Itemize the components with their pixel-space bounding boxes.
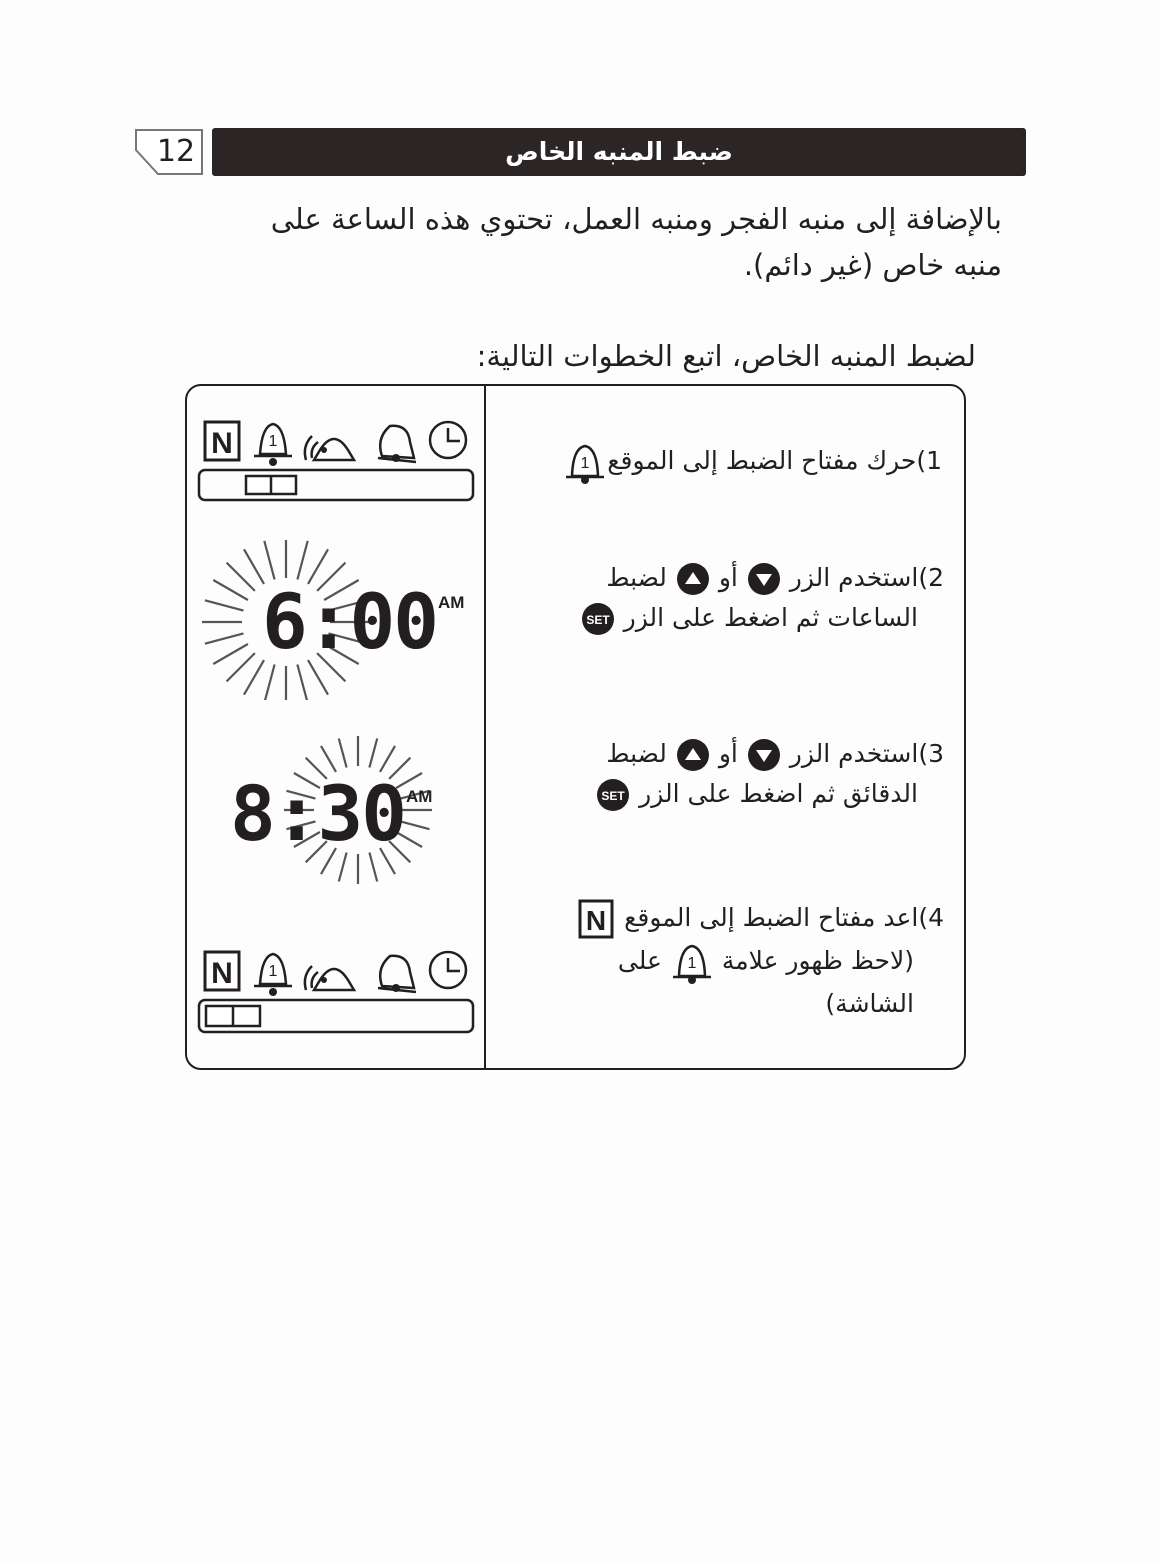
alarm-1-icon (563, 440, 607, 484)
svg-text:1: 1 (687, 955, 697, 972)
lcd-time-text: 8:30 (230, 769, 406, 858)
blink-ray (339, 739, 347, 768)
step-2-line-2: الساعات ثم اضغط على الزر SET (500, 598, 944, 638)
n-mode-icon (205, 952, 239, 990)
step-4-line-3: الشاشة) (825, 989, 914, 1018)
alarm-1-icon (254, 424, 292, 466)
switch-track (199, 470, 473, 500)
fajr-mosque-icon (305, 436, 354, 460)
step-1: 1)حرك مفتاح الضبط إلى الموقع 1 (510, 440, 942, 484)
step-3-line-2: الدقائق ثم اضغط على الزر SET (500, 774, 944, 814)
lcd-ampm: AM (438, 593, 465, 612)
blink-ray (227, 563, 255, 591)
switch-panel-top (196, 410, 478, 504)
switch-panel-bottom (196, 940, 478, 1036)
down-button-icon (746, 737, 782, 773)
blink-ray (369, 739, 377, 768)
intro-paragraph (180, 196, 1002, 288)
blink-ray (205, 600, 244, 610)
set-button-icon (595, 777, 631, 813)
blink-ray (264, 541, 274, 580)
n-mode-icon (576, 898, 616, 940)
alarm-bell-icon (378, 426, 416, 462)
steps-lead: لضبط المنبه الخاص، اتبع الخطوات التالية: (476, 339, 976, 373)
step-4-line-1: 4)اعد مفتاح الضبط إلى الموقع N (500, 898, 944, 940)
set-button-icon (580, 601, 616, 637)
blink-ray (380, 746, 395, 772)
blink-ray (244, 549, 264, 584)
svg-text:N: N (211, 957, 233, 990)
svg-text:1: 1 (268, 963, 278, 980)
svg-text:N: N (211, 427, 233, 460)
step-4-line-2: (لاحظ ظهور علامة 1 على (500, 940, 944, 984)
lcd-ampm: AM (406, 787, 433, 806)
blink-ray (213, 644, 248, 664)
svg-text:N: N (586, 905, 607, 936)
blink-ray (205, 633, 244, 643)
step-3 (500, 734, 944, 814)
blink-ray (264, 665, 274, 701)
down-button-icon (746, 561, 782, 597)
blink-ray (297, 541, 307, 580)
blink-ray (321, 746, 336, 772)
blink-ray (297, 665, 307, 701)
lcd-time-text: 6:00 (262, 577, 438, 666)
section-title: ضبط المنبه الخاص (212, 128, 1026, 176)
intro-line-2: منبه خاص (غير دائم). (743, 248, 1002, 282)
fajr-mosque-icon (305, 966, 354, 990)
step-2-line-1: 2)استخدم الزر أو لضبط (500, 558, 944, 598)
up-button-icon (675, 561, 711, 597)
up-button-icon (675, 737, 711, 773)
intro-line-1: بالإضافة إلى منبه الفجر ومنبه العمل، تحتوي هذه الساعة على (270, 202, 1002, 236)
svg-text:1: 1 (580, 455, 590, 472)
svg-text:SET: SET (586, 613, 610, 627)
table-divider (484, 386, 486, 1070)
svg-text:SET: SET (601, 789, 625, 803)
lcd-hours-display (196, 540, 480, 700)
lcd-minutes-display (196, 734, 480, 894)
clock-icon (430, 422, 466, 458)
page-number-tab (134, 128, 204, 176)
alarm-bell-icon (378, 956, 416, 992)
svg-text:1: 1 (268, 433, 278, 450)
step-3-line-1: 3)استخدم الزر أو لضبط (500, 734, 944, 774)
n-mode-icon (205, 422, 239, 460)
page-number: 12 (156, 134, 196, 169)
alarm-1-icon (254, 954, 292, 996)
blink-ray (227, 653, 255, 681)
clock-icon (430, 952, 466, 988)
blink-ray (244, 660, 264, 695)
alarm-1-icon (670, 940, 714, 984)
step-2 (500, 558, 944, 638)
step-1-text: حرك مفتاح الضبط إلى الموقع (607, 446, 917, 475)
step-4 (500, 898, 944, 1024)
blink-ray (213, 580, 248, 600)
